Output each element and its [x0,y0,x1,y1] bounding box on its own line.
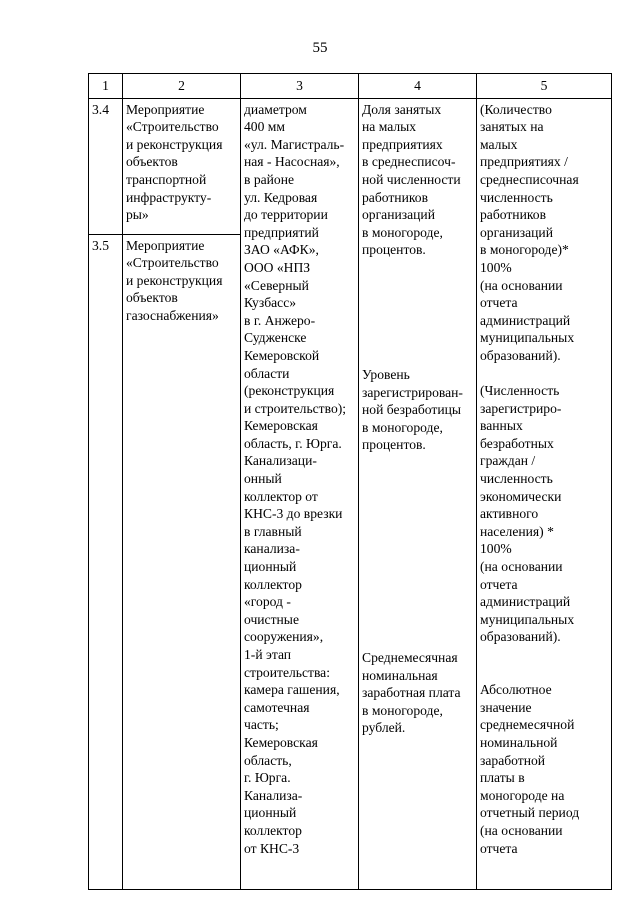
text-line: до территории [244,207,328,223]
text-line: очистные [244,611,299,627]
formula-text [480,101,608,365]
text-line: населения) * [480,523,554,539]
text-line: номинальная [362,667,438,683]
object-description-text [244,101,355,858]
text-line: Доля занятых [362,101,442,117]
text-line: Кузбасс» [244,295,297,311]
formula-text [480,382,608,646]
text-line: объектов [126,154,178,170]
text-line: работников [362,189,428,205]
text-line: Судженске [244,330,307,346]
text-line: численность [480,189,553,205]
text-line: 1-й этап [244,647,292,662]
text-line: процентов. [362,437,426,453]
text-line: Уровень [362,366,410,382]
text-line: Кемеровская [244,734,318,750]
text-line: «ул. Магистраль- [244,136,345,152]
text-line: ционный [244,805,297,821]
text-line: (на основании [480,559,563,575]
text-line: Среднемесячная [362,649,458,665]
text-line: в моногороде, [362,419,443,435]
measure-name-cell [123,234,241,889]
text-line: 100% [480,259,512,275]
text-line: администраций [480,312,571,328]
text-line: Кемеровской [244,347,320,363]
text-line: образований). [480,347,561,363]
text-line: ной численности [362,171,461,187]
text-line: образований). [480,629,561,645]
text-line: ЗАО «АФК», [244,242,319,258]
text-line: ной безработицы [362,402,462,418]
text-line: заработная плата [362,685,461,701]
object-description-cell [241,98,359,889]
column-header: 2 [123,74,241,99]
text-line: процентов. [362,242,426,258]
text-line: ная - Насосная», [244,154,340,170]
text-line: от КНС-3 [244,840,300,856]
text-line: «город - [244,594,291,610]
column-header: 4 [359,74,477,99]
text-line: 100% [480,541,512,557]
text-line: работников [480,207,546,223]
text-line: коллектор [244,576,302,592]
text-line: г. Юрга. [244,770,291,786]
text-line: в главный [244,523,302,539]
text-line: часть; [244,717,279,733]
indicator-name-text [362,366,473,454]
text-line: зарегистриро- [480,400,562,416]
measure-name-text [126,101,237,224]
text-line: ул. Кедровая [244,189,318,205]
text-line: занятых на [480,119,544,135]
text-line: предприятиях [362,136,443,152]
text-line: канализа- [244,541,300,557]
text-line: транспортной [126,171,207,187]
text-line: организаций [362,207,435,223]
text-line: зарегистрирован- [362,384,463,400]
text-line: отчетный период [480,805,580,821]
text-line: Мероприятие [126,237,205,253]
text-line: область, [244,752,292,768]
text-line: Канализаци- [244,453,317,469]
text-line: моногороде на [480,787,565,803]
measure-name-cell [123,98,241,234]
text-line: значение [480,699,532,715]
table-row [89,98,612,234]
text-line: ры» [126,207,149,223]
text-line: «Строительство [126,255,219,271]
text-line: отчета [480,295,518,311]
text-line: администраций [480,594,571,610]
text-line: и строительство); [244,400,347,416]
text-line: (Количество [480,101,552,117]
text-line: 400 мм [244,119,285,135]
text-line: «Северный [244,277,309,293]
indicator-name-cell [359,98,477,889]
measures-table [88,73,612,890]
text-line: газоснабжения» [126,307,219,323]
text-line: предприятиях / [480,154,568,170]
row-number-cell: 3.4 [89,98,123,234]
text-line: экономически [480,488,562,504]
text-line: отчета [480,576,518,592]
text-line: инфраструкту- [126,189,212,205]
text-line: ванных [480,418,523,434]
text-line: ционный [244,559,297,575]
formula-text [480,681,608,857]
text-line: численность [480,471,553,487]
text-line: «Строительство [126,119,219,135]
text-line: область, г. Юрга. [244,435,342,451]
page-number: 55 [312,40,328,56]
text-line: на малых [362,119,417,135]
text-line: среднесписочная [480,171,579,187]
text-line: малых [480,136,518,152]
text-line: сооружения», [244,629,324,645]
text-line: организаций [480,224,553,240]
text-line: (на основании [480,822,563,838]
text-line: камера гашения, [244,682,340,698]
text-line: граждан / [480,453,536,469]
text-line: номинальной [480,734,558,750]
text-line: Мероприятие [126,101,205,117]
text-line: в моногороде, [362,702,443,718]
text-line: предприятий [244,224,319,240]
text-line: безработных [480,435,554,451]
text-line: (на основании [480,277,563,293]
text-line: объектов [126,290,178,306]
row-number-cell: 3.5 [89,234,123,889]
column-header: 5 [477,74,612,99]
text-line: заработной [480,752,546,768]
indicator-name-text [362,649,473,737]
text-line: КНС-3 до врезки [244,506,343,522]
text-line: в моногороде)* [480,242,569,258]
text-line: активного [480,506,539,522]
text-line: онный [244,471,282,487]
formula-cell [477,98,612,889]
text-line: Абсолютное [480,682,552,698]
text-line: отчета [480,840,518,856]
text-line: области [244,365,290,381]
text-line: ООО «НПЗ [244,259,311,275]
text-line: и реконструкция [126,272,223,288]
text-line: самотечная [244,699,310,715]
text-line: коллектор от [244,488,318,504]
text-line: (Численность [480,383,560,399]
text-line: в районе [244,171,295,187]
text-line: коллектор [244,822,302,838]
column-header: 1 [89,74,123,99]
text-line: в г. Анжеро- [244,312,316,328]
text-line: Канализа- [244,787,303,803]
text-line: и реконструкция [126,136,223,152]
text-line: Кемеровская [244,418,318,434]
text-line: диаметром [244,101,307,117]
text-line: платы в [480,770,525,786]
text-line: муниципальных [480,611,575,627]
text-line: муниципальных [480,330,575,346]
column-header: 3 [241,74,359,99]
indicator-name-text [362,101,473,259]
text-line: (реконструкция [244,383,335,399]
text-line: в моногороде, [362,224,443,240]
text-line: среднемесячной [480,717,575,733]
text-line: в среднесписоч- [362,154,456,170]
measure-name-text [126,237,237,325]
text-line: строительства: [244,664,330,680]
header-row [89,74,612,99]
text-line: рублей. [362,720,406,736]
